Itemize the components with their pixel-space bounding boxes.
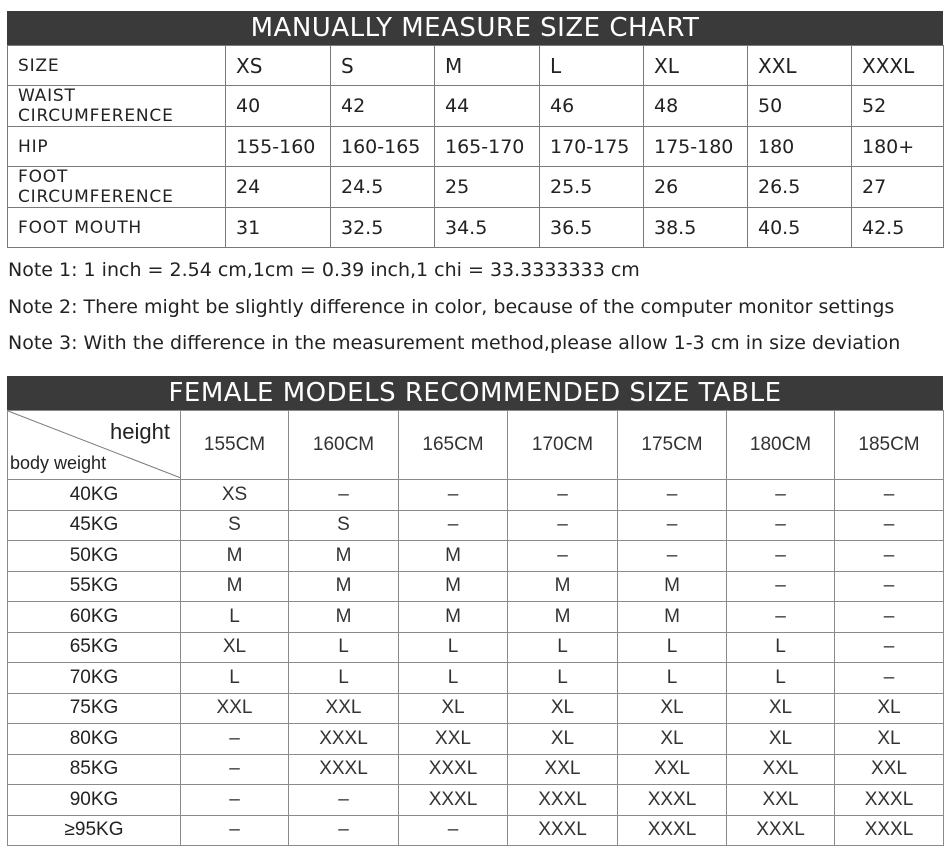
measurement-value: 52 bbox=[852, 86, 944, 127]
measurement-value: 25.5 bbox=[540, 167, 644, 208]
recommended-size-cell: XS bbox=[181, 480, 289, 511]
recommended-size-cell: XXXL bbox=[289, 754, 399, 785]
measurement-label: WAIST CIRCUMFERENCE bbox=[8, 86, 226, 127]
recommended-size-cell: – bbox=[181, 754, 289, 785]
recommended-size-cell: L bbox=[618, 663, 727, 694]
measurement-value: 46 bbox=[540, 86, 644, 127]
height-axis-label: height bbox=[110, 419, 170, 444]
measurement-value: 24.5 bbox=[331, 167, 435, 208]
recommended-size-cell: XL bbox=[727, 724, 835, 755]
recommended-size-cell: L bbox=[399, 663, 508, 694]
measurement-row-waist bbox=[8, 86, 944, 127]
recommended-size-cell: XXL bbox=[181, 693, 289, 724]
size-label: XL bbox=[644, 46, 748, 86]
recommended-size-cell: – bbox=[399, 510, 508, 541]
measurement-value: 24 bbox=[226, 167, 331, 208]
recommended-size-cell: XXXL bbox=[618, 815, 727, 846]
recommended-size-cell: M bbox=[181, 541, 289, 572]
recommended-size-cell: XXL bbox=[289, 693, 399, 724]
recommended-size-cell: – bbox=[835, 510, 944, 541]
height-label: 155CM bbox=[181, 411, 289, 480]
recommended-size-cell: L bbox=[727, 632, 835, 663]
recommended-size-cell: L bbox=[508, 663, 618, 694]
measurement-value: 34.5 bbox=[435, 208, 540, 248]
recommended-size-cell: – bbox=[181, 724, 289, 755]
weight-label: 85KG bbox=[8, 754, 181, 785]
recommended-size-cell: XXXL bbox=[399, 754, 508, 785]
measurement-value: 160-165 bbox=[331, 127, 435, 167]
recommended-size-cell: XL bbox=[618, 693, 727, 724]
table-row bbox=[8, 785, 944, 816]
height-label: 160CM bbox=[289, 411, 399, 480]
notes-block bbox=[8, 252, 900, 362]
size-header-label: SIZE bbox=[8, 46, 226, 86]
measurement-label: FOOT MOUTH bbox=[8, 208, 226, 248]
recommended-size-cell: – bbox=[399, 480, 508, 511]
recommended-size-cell: L bbox=[181, 663, 289, 694]
recommended-size-cell: XXL bbox=[618, 754, 727, 785]
table-row bbox=[8, 693, 944, 724]
height-label: 180CM bbox=[727, 411, 835, 480]
size-header-row bbox=[8, 46, 944, 86]
height-label: 165CM bbox=[399, 411, 508, 480]
recommended-size-cell: XXXL bbox=[835, 815, 944, 846]
table-row bbox=[8, 541, 944, 572]
recommended-size-cell: XXXL bbox=[399, 785, 508, 816]
recommended-size-cell: – bbox=[289, 480, 399, 511]
recommended-size-cell: L bbox=[508, 632, 618, 663]
measurement-value: 180 bbox=[748, 127, 852, 167]
measurement-value: 42 bbox=[331, 86, 435, 127]
measurement-value: 42.5 bbox=[852, 208, 944, 248]
measurement-value: 32.5 bbox=[331, 208, 435, 248]
recommended-size-cell: S bbox=[289, 510, 399, 541]
recommended-size-cell: – bbox=[289, 815, 399, 846]
recommended-size-cell: – bbox=[727, 510, 835, 541]
recommended-size-cell: L bbox=[181, 602, 289, 633]
measurement-value: 50 bbox=[748, 86, 852, 127]
height-header-row bbox=[8, 411, 944, 480]
measurement-value: 38.5 bbox=[644, 208, 748, 248]
recommended-size-cell: – bbox=[835, 541, 944, 572]
recommended-size-cell: M bbox=[399, 541, 508, 572]
note-2: Note 2: There might be slightly difference in color, because of the computer monitor settings bbox=[8, 295, 895, 318]
weight-label: 65KG bbox=[8, 632, 181, 663]
height-label: 185CM bbox=[835, 411, 944, 480]
recommended-size-cell: XXL bbox=[835, 754, 944, 785]
measurement-value: 31 bbox=[226, 208, 331, 248]
weight-label: 70KG bbox=[8, 663, 181, 694]
table-row bbox=[8, 602, 944, 633]
measurement-value: 26 bbox=[644, 167, 748, 208]
recommended-size-cell: – bbox=[508, 510, 618, 541]
recommended-size-cell: XL bbox=[835, 693, 944, 724]
measurement-value: 165-170 bbox=[435, 127, 540, 167]
weight-label: 45KG bbox=[8, 510, 181, 541]
recommended-size-cell: – bbox=[727, 602, 835, 633]
measurement-value: 44 bbox=[435, 86, 540, 127]
table-row bbox=[8, 480, 944, 511]
recommended-size-cell: – bbox=[835, 602, 944, 633]
weight-label: 55KG bbox=[8, 571, 181, 602]
measurement-value: 25 bbox=[435, 167, 540, 208]
recommended-size-cell: XL bbox=[399, 693, 508, 724]
height-label: 175CM bbox=[618, 411, 727, 480]
measurement-value: 155-160 bbox=[226, 127, 331, 167]
recommended-size-cell: – bbox=[727, 571, 835, 602]
recommended-size-cell: XXXL bbox=[727, 815, 835, 846]
recommended-size-cell: – bbox=[618, 480, 727, 511]
recommended-table-title: FEMALE MODELS RECOMMENDED SIZE TABLE bbox=[7, 376, 943, 410]
measurement-label: FOOT CIRCUMFERENCE bbox=[8, 167, 226, 208]
recommended-size-cell: – bbox=[835, 632, 944, 663]
measurement-row-foot-circumference bbox=[8, 167, 944, 208]
size-label: M bbox=[435, 46, 540, 86]
recommended-size-cell: L bbox=[727, 663, 835, 694]
recommended-size-cell: – bbox=[618, 541, 727, 572]
weight-label: 90KG bbox=[8, 785, 181, 816]
recommended-size-cell: M bbox=[289, 571, 399, 602]
weight-label: 40KG bbox=[8, 480, 181, 511]
size-chart-table bbox=[7, 45, 944, 248]
size-label: XXL bbox=[748, 46, 852, 86]
recommended-size-cell: – bbox=[727, 541, 835, 572]
recommended-size-cell: XXXL bbox=[618, 785, 727, 816]
recommended-table-body bbox=[8, 480, 944, 846]
recommended-size-cell: XL bbox=[508, 724, 618, 755]
recommended-size-cell: M bbox=[399, 571, 508, 602]
recommended-size-cell: M bbox=[289, 541, 399, 572]
size-label: XS bbox=[226, 46, 331, 86]
recommended-size-cell: XL bbox=[181, 632, 289, 663]
recommended-size-cell: XXXL bbox=[835, 785, 944, 816]
measurement-value: 175-180 bbox=[644, 127, 748, 167]
recommended-size-cell: M bbox=[508, 571, 618, 602]
recommended-size-cell: XXL bbox=[399, 724, 508, 755]
recommended-size-cell: – bbox=[289, 785, 399, 816]
measurement-label: HIP bbox=[8, 127, 226, 167]
table-row bbox=[8, 724, 944, 755]
table-row bbox=[8, 510, 944, 541]
recommended-size-cell: L bbox=[618, 632, 727, 663]
measurement-value: 180+ bbox=[852, 127, 944, 167]
table-row bbox=[8, 632, 944, 663]
measurement-value: 27 bbox=[852, 167, 944, 208]
recommended-size-cell: M bbox=[181, 571, 289, 602]
table-row bbox=[8, 571, 944, 602]
weight-label: 80KG bbox=[8, 724, 181, 755]
weight-label: 75KG bbox=[8, 693, 181, 724]
measurement-row-foot-mouth bbox=[8, 208, 944, 248]
table-row bbox=[8, 815, 944, 846]
recommended-size-cell: XL bbox=[508, 693, 618, 724]
weight-label: 50KG bbox=[8, 541, 181, 572]
measurement-value: 36.5 bbox=[540, 208, 644, 248]
weight-axis-label: body weight bbox=[10, 453, 107, 473]
height-label: 170CM bbox=[508, 411, 618, 480]
recommended-size-cell: XXXL bbox=[508, 785, 618, 816]
recommended-size-cell: L bbox=[289, 663, 399, 694]
measurement-value: 170-175 bbox=[540, 127, 644, 167]
recommended-size-cell: – bbox=[835, 571, 944, 602]
size-label: S bbox=[331, 46, 435, 86]
recommended-size-cell: M bbox=[618, 571, 727, 602]
recommended-size-cell: XXL bbox=[727, 785, 835, 816]
recommended-size-cell: M bbox=[399, 602, 508, 633]
recommended-size-cell: XL bbox=[618, 724, 727, 755]
recommended-size-cell: S bbox=[181, 510, 289, 541]
recommended-size-cell: L bbox=[399, 632, 508, 663]
weight-label: ≥95KG bbox=[8, 815, 181, 846]
measurement-value: 26.5 bbox=[748, 167, 852, 208]
corner-header-cell bbox=[8, 411, 181, 480]
measurement-value: 40 bbox=[226, 86, 331, 127]
note-3: Note 3: With the difference in the measurement method,please allow 1-3 cm in size deviation bbox=[8, 332, 901, 354]
size-label: L bbox=[540, 46, 644, 86]
recommended-size-cell: L bbox=[289, 632, 399, 663]
recommended-size-cell: – bbox=[399, 815, 508, 846]
recommended-size-cell: M bbox=[618, 602, 727, 633]
recommended-size-cell: M bbox=[508, 602, 618, 633]
recommended-size-table bbox=[7, 410, 944, 846]
recommended-size-cell: – bbox=[835, 480, 944, 511]
measurement-value: 40.5 bbox=[748, 208, 852, 248]
weight-label: 60KG bbox=[8, 602, 181, 633]
note-1: Note 1: 1 inch = 2.54 cm,1cm = 0.39 inch,1 chi = 33.3333333 cm bbox=[8, 259, 640, 281]
recommended-size-cell: – bbox=[181, 815, 289, 846]
size-chart-title: MANUALLY MEASURE SIZE CHART bbox=[7, 11, 943, 45]
recommended-size-cell: XL bbox=[727, 693, 835, 724]
recommended-size-cell: – bbox=[508, 480, 618, 511]
measurement-value: 48 bbox=[644, 86, 748, 127]
recommended-size-cell: XXXL bbox=[289, 724, 399, 755]
recommended-size-cell: – bbox=[618, 510, 727, 541]
size-label: XXXL bbox=[852, 46, 944, 86]
measurement-row-hip bbox=[8, 127, 944, 167]
recommended-size-cell: XXXL bbox=[508, 815, 618, 846]
recommended-size-cell: – bbox=[181, 785, 289, 816]
recommended-size-cell: XXL bbox=[508, 754, 618, 785]
recommended-size-cell: – bbox=[727, 480, 835, 511]
recommended-size-cell: XL bbox=[835, 724, 944, 755]
recommended-size-cell: M bbox=[289, 602, 399, 633]
table-row bbox=[8, 754, 944, 785]
recommended-size-cell: – bbox=[508, 541, 618, 572]
recommended-size-cell: XXL bbox=[727, 754, 835, 785]
recommended-size-cell: – bbox=[835, 663, 944, 694]
table-row bbox=[8, 663, 944, 694]
